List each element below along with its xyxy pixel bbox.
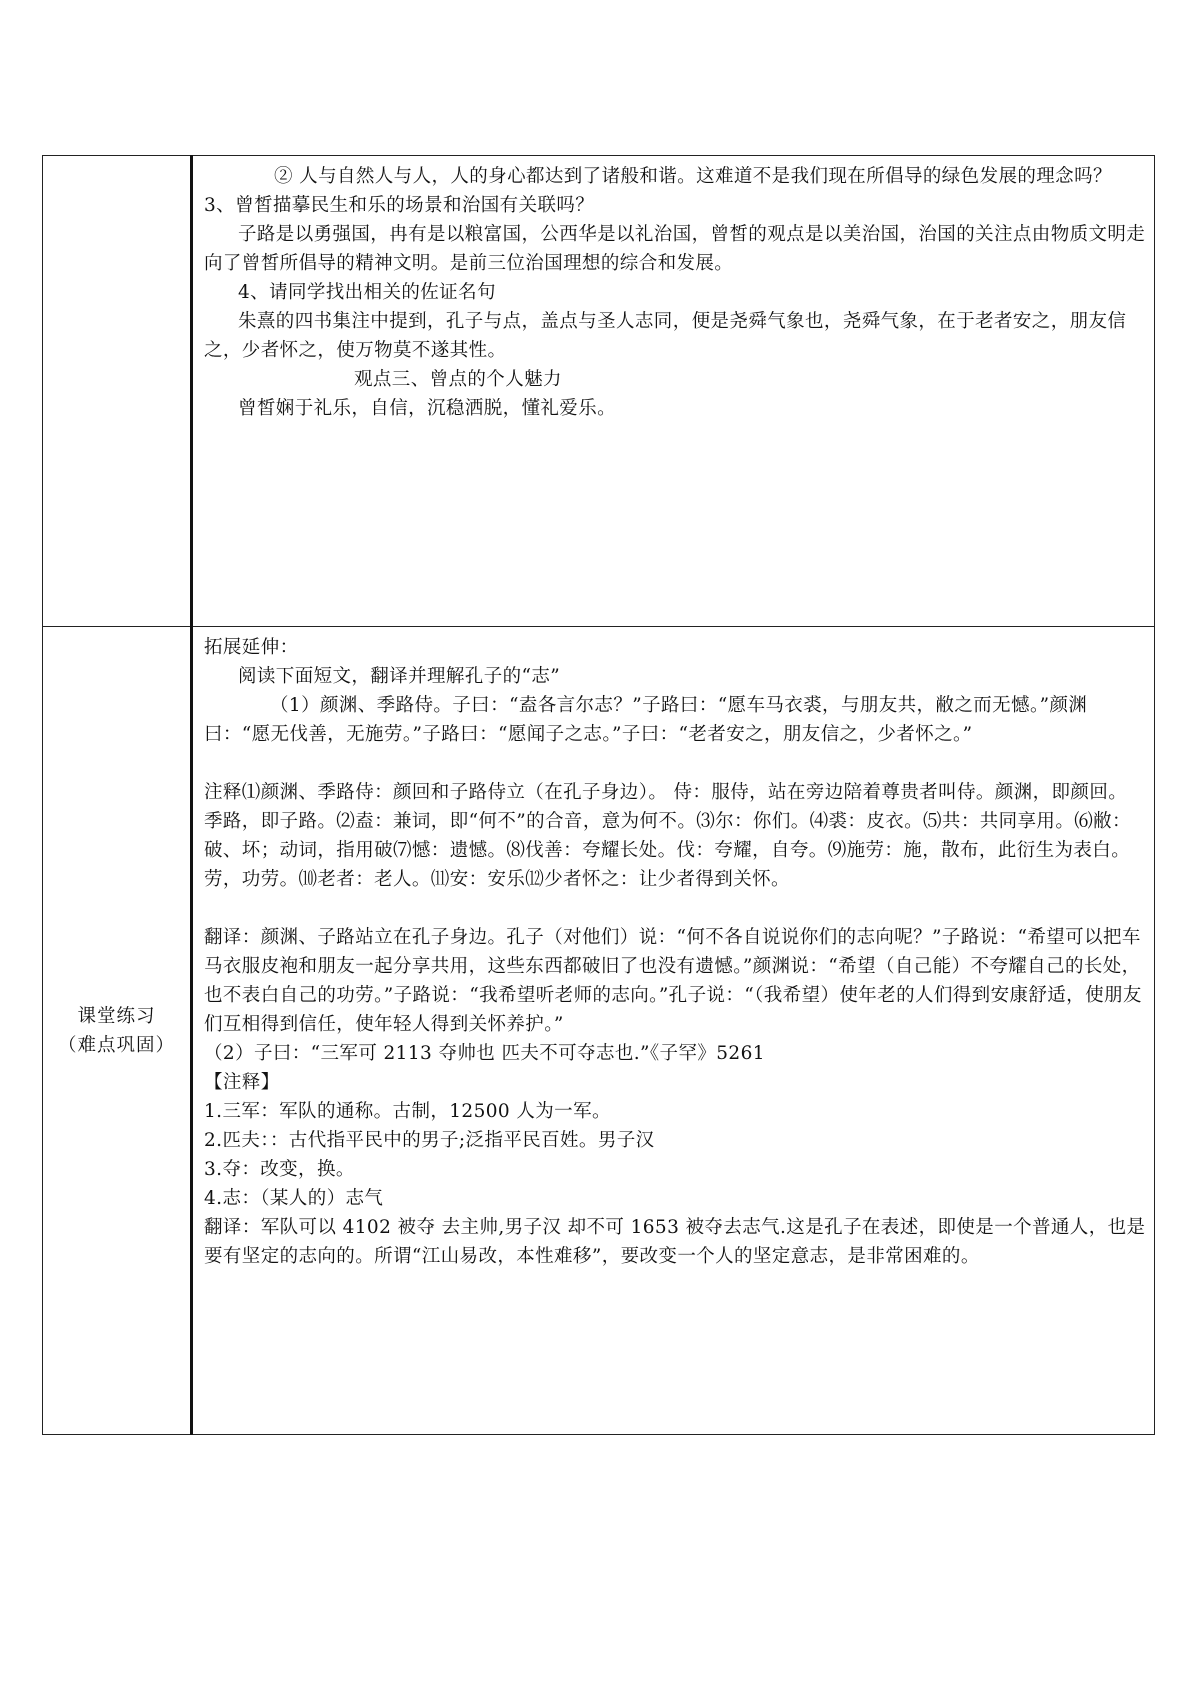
row-label-cell: [43, 156, 192, 627]
table-row: [43, 627, 1155, 1435]
spacer: [204, 749, 1146, 778]
question-heading: 3、曾皙描摹民生和乐的场景和治国有关联吗？: [204, 195, 595, 216]
translation-text: 翻译：颜渊、子路站立在孔子身边。孔子（对他们）说：“何不各自说说你们的志向呢？”子路说：“希望可以把车马衣服皮袍和朋友一起分享共用，这些东西都破旧了也没有遗憾。”颜渊说：“希望（自己能）不夸耀自己的长处，也不表白自己的功劳。”子路说：“我希望听老师的志向。”孔子说：“（我希望）使年老的人们得到安康舒适，使朋友们互相得到信任，使年轻人得到关怀养护。”: [204, 927, 1142, 1035]
annotation-text: 注释⑴颜渊、季路侍：颜回和子路侍立（在孔子身边）。 侍：服侍，站在旁边陪着尊贵者叫侍。颜渊，即颜回。季路，即子路。⑵盍：兼词，即“何不”的合音，意为何不。⑶尔：你们。⑷裘：皮衣。⑸共：共同享用。⑹敝：破、坏；动词，指用破⑺憾：遗憾。⑻伐善：夸耀长处。伐：夸耀，自夸。⑼施劳：施，散布，此衍生为表白。劳，功劳。⑽老者：老人。⑾安：安乐⑿少者怀之：让少者得到关怀。: [204, 782, 1131, 890]
table-row: [43, 156, 1155, 627]
spacer: [204, 894, 1146, 923]
paragraph: 子路是以勇强国，冉有是以粮富国，公西华是以礼治国，曾皙的观点是以美治国，治国的关注点由物质文明走向了曾皙所倡导的精神文明。是前三位治国理想的综合和发展。: [204, 224, 1146, 274]
row-label-line: 课堂练习: [77, 1005, 156, 1027]
row-label-line: （难点巩固）: [57, 1034, 175, 1056]
row-label-cell: [43, 627, 192, 1435]
exercise-section: [193, 627, 1154, 1271]
classical-passage: （2）子曰：“三军可 2113 夺帅也 匹夫不可夺志也.”《子罕》5261: [204, 1043, 765, 1064]
discussion-section: [193, 156, 1154, 423]
note-item: 3.夺：改变，换。: [204, 1159, 355, 1180]
note-item: 2.匹夫：：古代指平民中的男子;泛指平民百姓。男子汉: [204, 1130, 655, 1151]
content-cell: [192, 627, 1155, 1435]
content-cell: [192, 156, 1155, 627]
note-item: 4.志：（某人的）志气: [204, 1188, 384, 1209]
paragraph: 曾皙娴于礼乐，自信，沉稳洒脱，懂礼爱乐。: [238, 398, 617, 419]
question-heading: 4、请同学找出相关的佐证名句: [238, 282, 496, 303]
viewpoint-heading: 观点三、曾点的个人魅力: [354, 369, 562, 390]
section-heading: 拓展延伸：: [204, 637, 299, 658]
row-label: [43, 1002, 190, 1060]
paragraph: 朱熹的四书集注中提到，孔子与点，盖点与圣人志同，便是尧舜气象也，尧舜气象，在于老者安之，朋友信之，少者怀之，使万物莫不遂其性。: [204, 311, 1127, 361]
translation-text: 翻译：军队可以 4102 被夺 去主帅,男子汉 却不可 1653 被夺去志气.这是孔子在表述，即使是一个普通人，也是要有坚定的志向的。所谓“江山易改，本性难移”，要改变一个人的坚定意志，是非常困难的。: [204, 1217, 1146, 1267]
intro-text: 阅读下面短文，翻译并理解孔子的“志”: [238, 666, 561, 687]
note-item: 1.三军：军队的通称。古制，12500 人为一军。: [204, 1101, 611, 1122]
classical-passage: （1）颜渊、季路侍。子曰：“盍各言尔志？”子路曰：“愿车马衣裘，与朋友共，敝之而无憾。”颜渊曰：“愿无伐善，无施劳。”子路曰：“愿闻子之志。”子曰：“老者安之，朋友信之，少者怀之。”: [204, 695, 1088, 745]
lesson-table: [42, 155, 1155, 1435]
notes-heading: 【注释】: [204, 1072, 280, 1093]
paragraph: ② 人与自然人与人，人的身心都达到了诸般和谐。这难道不是我们现在所倡导的绿色发展的理念吗？: [274, 166, 1112, 187]
